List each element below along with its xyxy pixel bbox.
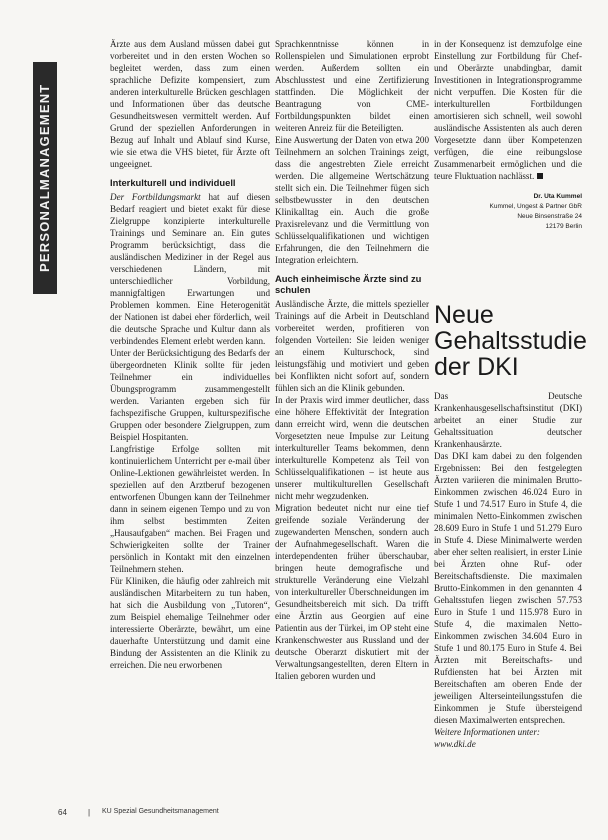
paragraph	[434, 38, 582, 182]
paragraph	[110, 191, 270, 347]
footer-separator: |	[88, 808, 91, 817]
column-2	[275, 38, 429, 682]
publication-name: KU Spezial Gesundheitsmanagement	[102, 808, 219, 815]
paragraph: Eine Auswertung der Daten von etwa 200 Teilnehmern an solchen Trainings zeigt, dass die angestrebten Ziele erreicht werden. Die allgemeine Wertschätzung stellt sich ein. Die Teilnehmer fügen sich selbstbewusster in den deutschen Klinikalltag ein. Auch die große Praxisrelevanz und die Vermittlung von Schlüsselqualifikationen und wichtigen Erfahrungen, die den Teilnehmern die Integration erleichtern.	[275, 135, 429, 265]
author-block	[434, 192, 582, 232]
paragraph: Sprachkenntnisse können in Rollenspielen und Simulationen erprobt werden. Außerdem sollten ein Abschlusstest und eine Zertifizierung stattfinden. Die Möglichkeit der Beantragung von CME-Fortbildungspunkten bildet einen weiteren Anreiz für die Beteiligten.	[275, 39, 429, 133]
author-name: Dr. Uta Kummel	[533, 193, 582, 200]
page-number: 64	[58, 808, 67, 817]
sidebar	[0, 0, 58, 840]
column-3	[434, 38, 587, 750]
page-footer	[58, 808, 528, 822]
paragraph: Unter der Berücksichtigung des Bedarfs der übergeordneten Klinik sollte für jeden Teilnehmer ein individuelles Übungsprogramm zusammengestellt werden. Varianten ergeben sich für fachspezifische Gruppen, kulturspezifische Gruppen oder besondere Zielgruppen, zum Beispiel Hospitanten.	[110, 348, 270, 442]
paragraph-text: in der Konsequenz ist demzufolge eine Einstellung zur Fortbildung für Chef- und Oberärzte unabdingbar, damit Investitionen in Integrationsprogramme nicht verpuffen. Die Kosten für die interkulturellen Fortbildungen amortisieren sich schnell, weil sowohl ausländische Assistenten als auch deren Vorgesetzte dann über Kompetenzen verfügen, die eine reibungslose Zusammenarbeit ermöglichen und die teure Fluktuation nachlässt.	[434, 39, 582, 181]
author-city: 12179 Berlin	[545, 223, 582, 230]
author-org: Kummel, Ungest & Partner GbR	[489, 203, 582, 210]
paragraph: Weitere Informationen unter:	[434, 727, 540, 737]
paragraph-text: hat auf diesen Bedarf reagiert und bietet exakt für diese Zielgruppe konzipierte interkulturelle Trainings und Seminare an. Ein gutes Programm berücksichtigt, dass die ausländischen Mediziner in der Regel aus verschiedenen Ländern, mit unterschiedlicher Vorbildung, mannigfaltigen Erwartungen und Problemen kommen. Eine Heterogenität der Nationen ist dabei eher förderlich, weil die deutsche Sprache und Kultur dann als verbindendes Element erlebt werden kann.	[110, 192, 270, 346]
paragraph: In der Praxis wird immer deutlicher, dass eine höhere Effektivität der Integration dann erreicht wird, wenn die deutschen Vorgesetzten neue Impulse zur Leitung interkultureller Teams bekommen, denn interkulturelle Kompetenz als Teil von Schlüsselqualifikationen – ist heute aus unserer multikulturellen Gesellschaft nicht mehr wegzudenken.	[275, 395, 429, 501]
info-link[interactable]: www.dki.de	[434, 739, 476, 749]
paragraph: Das DKI kam dabei zu den folgenden Ergebnissen: Bei den festgelegten Ärzten variieren die minimalen Brutto-Einkommen zwischen 46.024 Euro in Stufe 1 und 74.517 Euro in Stufe 4, die minimalen Netto-Einkommen zwischen 28.609 Euro in Stufe 1 und 51.279 Euro in Stufe 4. Diese Minimalwerte werden aber eher selten realisiert, in erster Linie bei Ärzten ohne Ruf- oder Bereitschaftsdienste. Die maximalen Brutto-Einkommen in den genannten 4 Gehaltsstufen liegen zwischen 57.753 Euro in Stufe 1 und 115.978 Euro in Stufe 4, die maximalen Netto-Einkommen zwischen 34.604 Euro in Stufe 1 und 80.175 Euro in Stufe 4. Bei Ärzten mit Bereitschafts- und Rufdiensten hat bei Ärzten mit Bereitschaften am oberen Ende der jeweiligen Alterseinteilungsstufen die Einkommen je Stufe übersteigend diesen Maximalwerten entsprechen.	[434, 451, 582, 725]
author-street: Neue Binsenstraße 24	[517, 213, 582, 220]
italic-lead: Der Fortbildungsmarkt	[110, 192, 201, 202]
end-mark-icon	[537, 173, 543, 179]
subheading: Auch einheimische Ärzte sind zu schulen	[275, 273, 422, 295]
column-1	[110, 38, 270, 671]
subheading: Interkulturell und individuell	[110, 177, 236, 188]
paragraph: Für Kliniken, die häufig oder zahlreich mit ausländischen Mitarbeitern zu tun haben, hat sich die Ausbildung von „Tutoren“, zum Beispiel ehemalige Teilnehmer oder interessierte Oberärzte, bewährt, um eine dauerhafte Unterstützung und damit eine Bindung der Assistenten an die Klinik zu erreichen. Die neu erworbenen	[110, 576, 270, 670]
paragraph: Langfristige Erfolge sollten mit kontinuierlichem Unterricht per e-mail über Online-Lektionen gewährleistet werden. In speziellen auf den Arztberuf bezogenen entworfenen Übungen kann der Teilnehmer dann in seinem eigenen Tempo und zu von ihm selbst bestimmten Zeiten „Hausaufgaben“ machen. Bei Fragen und Schwierigkeiten sollte der Trainer persönlich in Kontakt mit den einzelnen Teilnehmern stehen.	[110, 444, 270, 574]
section-label: PERSONALMANAGEMENT	[37, 83, 52, 273]
paragraph: Migration bedeutet nicht nur eine tief greifende soziale Veränderung der zugewanderten Menschen, sondern auch der Aufnahmegesellschaft. Waren die interdependenten früher überschaubar, bringen heute demografische und strukturelle Veränderung eine Vielzahl von interkultureller Überschneidungen im Gesundheitsbereich mit sich. Da trifft eine Ärztin aus Georgien auf eine Patientin aus der Türkei, im OP steht eine Krankenschwester aus Russland und der deutsche Oberarzt diskutiert mit der Verwaltungsangestellten, deren Eltern in Italien geboren wurden und	[275, 503, 429, 681]
article-headline: Neue Gehaltsstudie der DKI	[434, 301, 587, 381]
paragraph: Ausländische Ärzte, die mittels spezieller Trainings auf die Arbeit in Deutschland vorbereitet werden, profitieren von folgenden Vorteilen: Sie leiden weniger an einem Kulturschock, sind leistungsfähig und motiviert und geben bei Konflikten nicht sofort auf, sondern fühlen sich an die Klinik gebunden.	[275, 299, 429, 393]
paragraph: Ärzte aus dem Ausland müssen dabei gut vorbereitet und in den ersten Wochen so begleitet werden, dass zum einen sprachliche Defizite kompensiert, zum anderen interkulturelle Brücken geschlagen und Informationen über das deutsche Gesundheitswesen vermittelt werden. Auf Grund der speziellen Anforderungen in Bezug auf Inhalt und Ablauf sind Kurse, wie sie etwa die VHS bietet, für Ärzte oft ungeeignet.	[110, 39, 270, 169]
paragraph: Das Deutsche Krankenhausgesellschaftsinstitut (DKI) arbeitet an einer Studie zur Gehaltssituation deutscher Krankenhausärzte.	[434, 391, 582, 449]
